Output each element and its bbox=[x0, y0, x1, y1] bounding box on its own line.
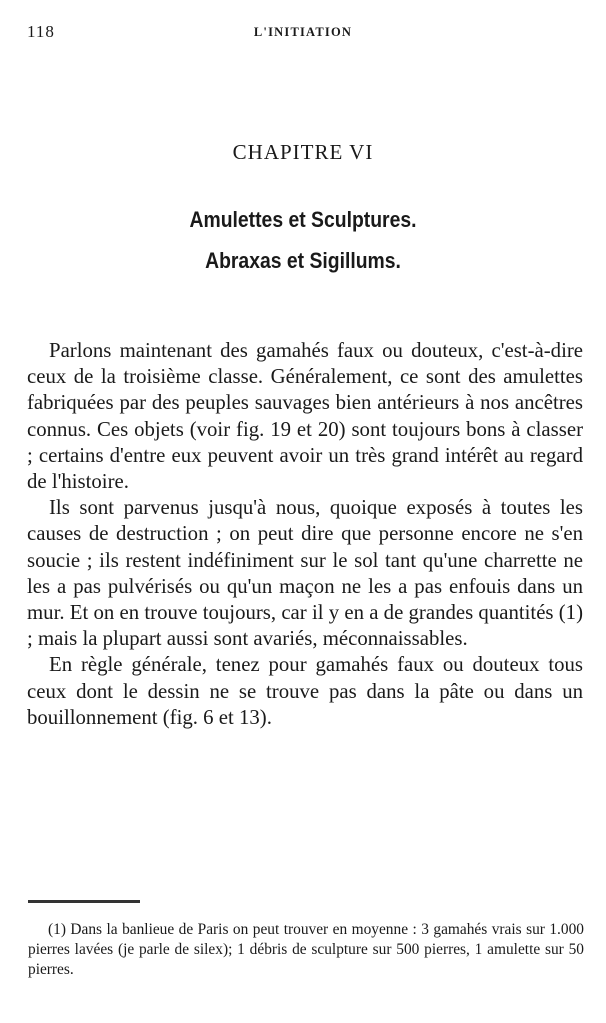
running-title: L'INITIATION bbox=[253, 25, 353, 39]
paragraph: En règle générale, tenez pour gamahés faux ou douteux tous ceux dont le dessin ne se trouve pas dans la pâte ou dans un bouillonnement (fig. 6 et 13). bbox=[27, 653, 583, 729]
chapter-title-line-2: Abraxas et Sigillums. bbox=[205, 248, 401, 273]
paragraph: Ils sont parvenus jusqu'à nous, quoique exposés à toutes les causes de destruction ; on peut dire que personne encore ne s'en soucie ; ils restent indéfiniment sur le sol tant qu'une charrette ne les a pas pulvérisés ou qu'un maçon ne les a pas enfouis dans un mur. Et on en trouve toujours, car il y en a de grandes quantités (1) ; mais la plupart aussi sont avariés, méconnaissables. bbox=[27, 496, 583, 651]
chapter-label: CHAPITRE VI bbox=[232, 140, 374, 164]
footnote-text: (1) Dans la banlieue de Paris on peut trouver en moyenne : 3 gamahés vrais sur 1.000 pierres lavées (je parle de silex); 1 débris de sculpture sur 500 pierres, 1 amulette sur 50 pierres. bbox=[28, 921, 584, 978]
footnote bbox=[28, 920, 584, 980]
body-text bbox=[27, 338, 583, 731]
paragraph: Parlons maintenant des gamahés faux ou douteux, c'est-à-dire ceux de la troisième classe. Généralement, ce sont des amulettes fabriquées par des peuples sauvages bien antérieurs à nos ancêtres connus. Ces objets (voir fig. 19 et 20) sont toujours bons à classer ; certains d'entre eux peuvent avoir un très grand intérêt au regard de l'histoire. bbox=[27, 339, 583, 494]
chapter-title-line-1: Amulettes et Sculptures. bbox=[189, 207, 417, 232]
footnote-separator bbox=[28, 900, 140, 903]
page-number: 118 bbox=[27, 22, 55, 41]
running-head bbox=[0, 22, 606, 42]
